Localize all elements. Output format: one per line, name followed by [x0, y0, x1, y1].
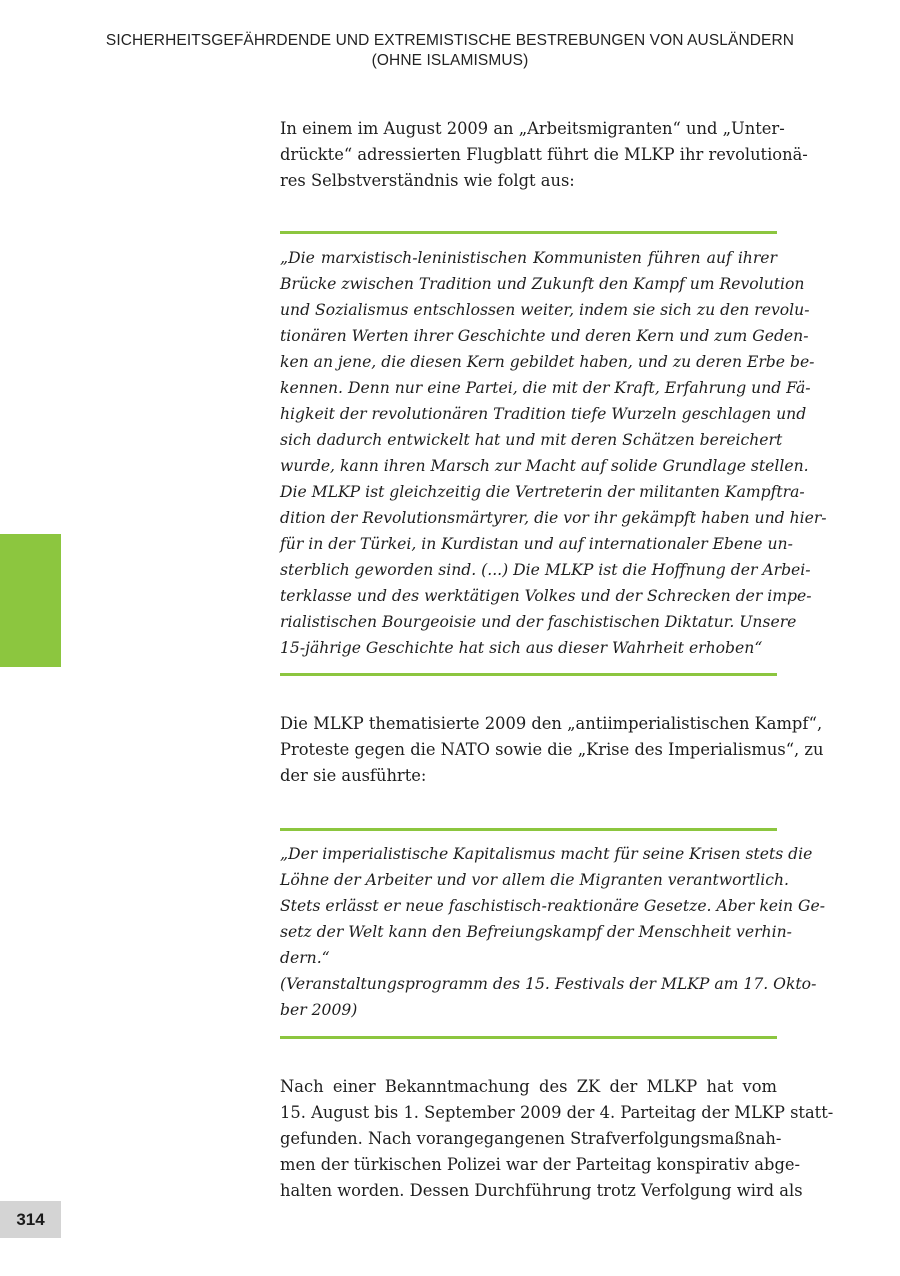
quote-line: kennen. Denn nur eine Partei, die mit der Kraft, Erfahrung und Fä- — [280, 379, 811, 397]
text-line: Die MLKP thematisierte 2009 den „antiimperialistischen Kampf“, — [280, 714, 823, 733]
quote-rule-bottom — [280, 1036, 777, 1039]
text-line: halten worden. Dessen Durchführung trotz Verfolgung wird als — [280, 1181, 803, 1200]
blockquote-1 — [280, 245, 827, 661]
quote-line: wurde, kann ihren Marsch zur Macht auf solide Grundlage stellen. — [280, 457, 809, 475]
text-line: men der türkischen Polizei war der Parteitag konspirativ abge- — [280, 1155, 800, 1174]
text-line: In einem im August 2009 an „Arbeitsmigranten“ und „Unter- — [280, 119, 785, 138]
quote-line: „Die marxistisch-leninistischen Kommunisten führen auf ihrer — [280, 249, 777, 267]
quote-line: dition der Revolutionsmärtyrer, die vor ihr gekämpft haben und hier- — [280, 509, 827, 527]
quote-line: sich dadurch entwickelt hat und mit deren Schätzen bereichert — [280, 431, 783, 449]
text-line: drückte“ adressierten Flugblatt führt die MLKP ihr revolutionä- — [280, 145, 808, 164]
text-line: 15. August bis 1. September 2009 der 4. Parteitag der MLKP statt- — [280, 1103, 834, 1122]
body-paragraph-3 — [280, 1074, 834, 1204]
text-line: res Selbstverständnis wie folgt aus: — [280, 171, 575, 190]
text-line: gefunden. Nach vorangegangenen Strafverfolgungsmaßnah- — [280, 1129, 782, 1148]
quote-line: Die MLKP ist gleichzeitig die Vertreterin der militanten Kampftra- — [280, 483, 805, 501]
quote-line: „Der imperialistische Kapitalismus macht für seine Krisen stets die — [280, 845, 813, 863]
quote-line: setz der Welt kann den Befreiungskampf der Menschheit verhin- — [280, 923, 792, 941]
quote-rule-top — [280, 231, 777, 234]
quote-rule-top — [280, 828, 777, 831]
text-line: der sie ausführte: — [280, 766, 427, 785]
chapter-tab-marker — [0, 534, 61, 667]
body-paragraph-2 — [280, 711, 824, 789]
body-paragraph-1 — [280, 116, 808, 194]
quote-line: Stets erlässt er neue faschistisch-reaktionäre Gesetze. Aber kein Ge- — [280, 897, 825, 915]
quote-source-line: ber 2009) — [280, 1001, 358, 1019]
text-line: Nach einer Bekanntmachung des ZK der MLKP hat vom — [280, 1077, 777, 1096]
quote-line: und Sozialismus entschlossen weiter, indem sie sich zu den revolu- — [280, 301, 810, 319]
quote-line: ken an jene, die diesen Kern gebildet haben, und zu deren Erbe be- — [280, 353, 815, 371]
quote-line: rialistischen Bourgeoisie und der faschistischen Diktatur. Unsere — [280, 613, 797, 631]
quote-rule-bottom — [280, 673, 777, 676]
quote-line: tionären Werten ihrer Geschichte und deren Kern und zum Geden- — [280, 327, 809, 345]
quote-line: 15-jährige Geschichte hat sich aus dieser Wahrheit erhoben“ — [280, 639, 763, 657]
quote-line: terklasse und des werktätigen Volkes und der Schrecken der impe- — [280, 587, 812, 605]
blockquote-2 — [280, 841, 825, 1023]
quote-line: Löhne der Arbeiter und vor allem die Migranten verantwortlich. — [280, 871, 789, 889]
quote-line: dern.“ — [280, 949, 330, 967]
quote-line: sterblich geworden sind. (...) Die MLKP ist die Hoffnung der Arbei- — [280, 561, 811, 579]
running-header-line-1: SICHERHEITSGEFÄHRDENDE UND EXTREMISTISCHE BESTREBUNGEN VON AUSLÄNDERN — [105, 32, 795, 49]
quote-source-line: (Veranstaltungsprogramm des 15. Festivals der MLKP am 17. Okto- — [280, 975, 817, 993]
text-line: Proteste gegen die NATO sowie die „Krise des Imperialismus“, zu — [280, 740, 824, 759]
running-header — [0, 31, 900, 71]
running-header-line-2: (OHNE ISLAMISMUS) — [371, 52, 529, 69]
quote-line: Brücke zwischen Tradition und Zukunft den Kampf um Revolution — [280, 275, 805, 293]
page-number: 314 — [0, 1201, 61, 1238]
quote-line: higkeit der revolutionären Tradition tiefe Wurzeln geschlagen und — [280, 405, 807, 423]
quote-line: für in der Türkei, in Kurdistan und auf internationaler Ebene un- — [280, 535, 793, 553]
